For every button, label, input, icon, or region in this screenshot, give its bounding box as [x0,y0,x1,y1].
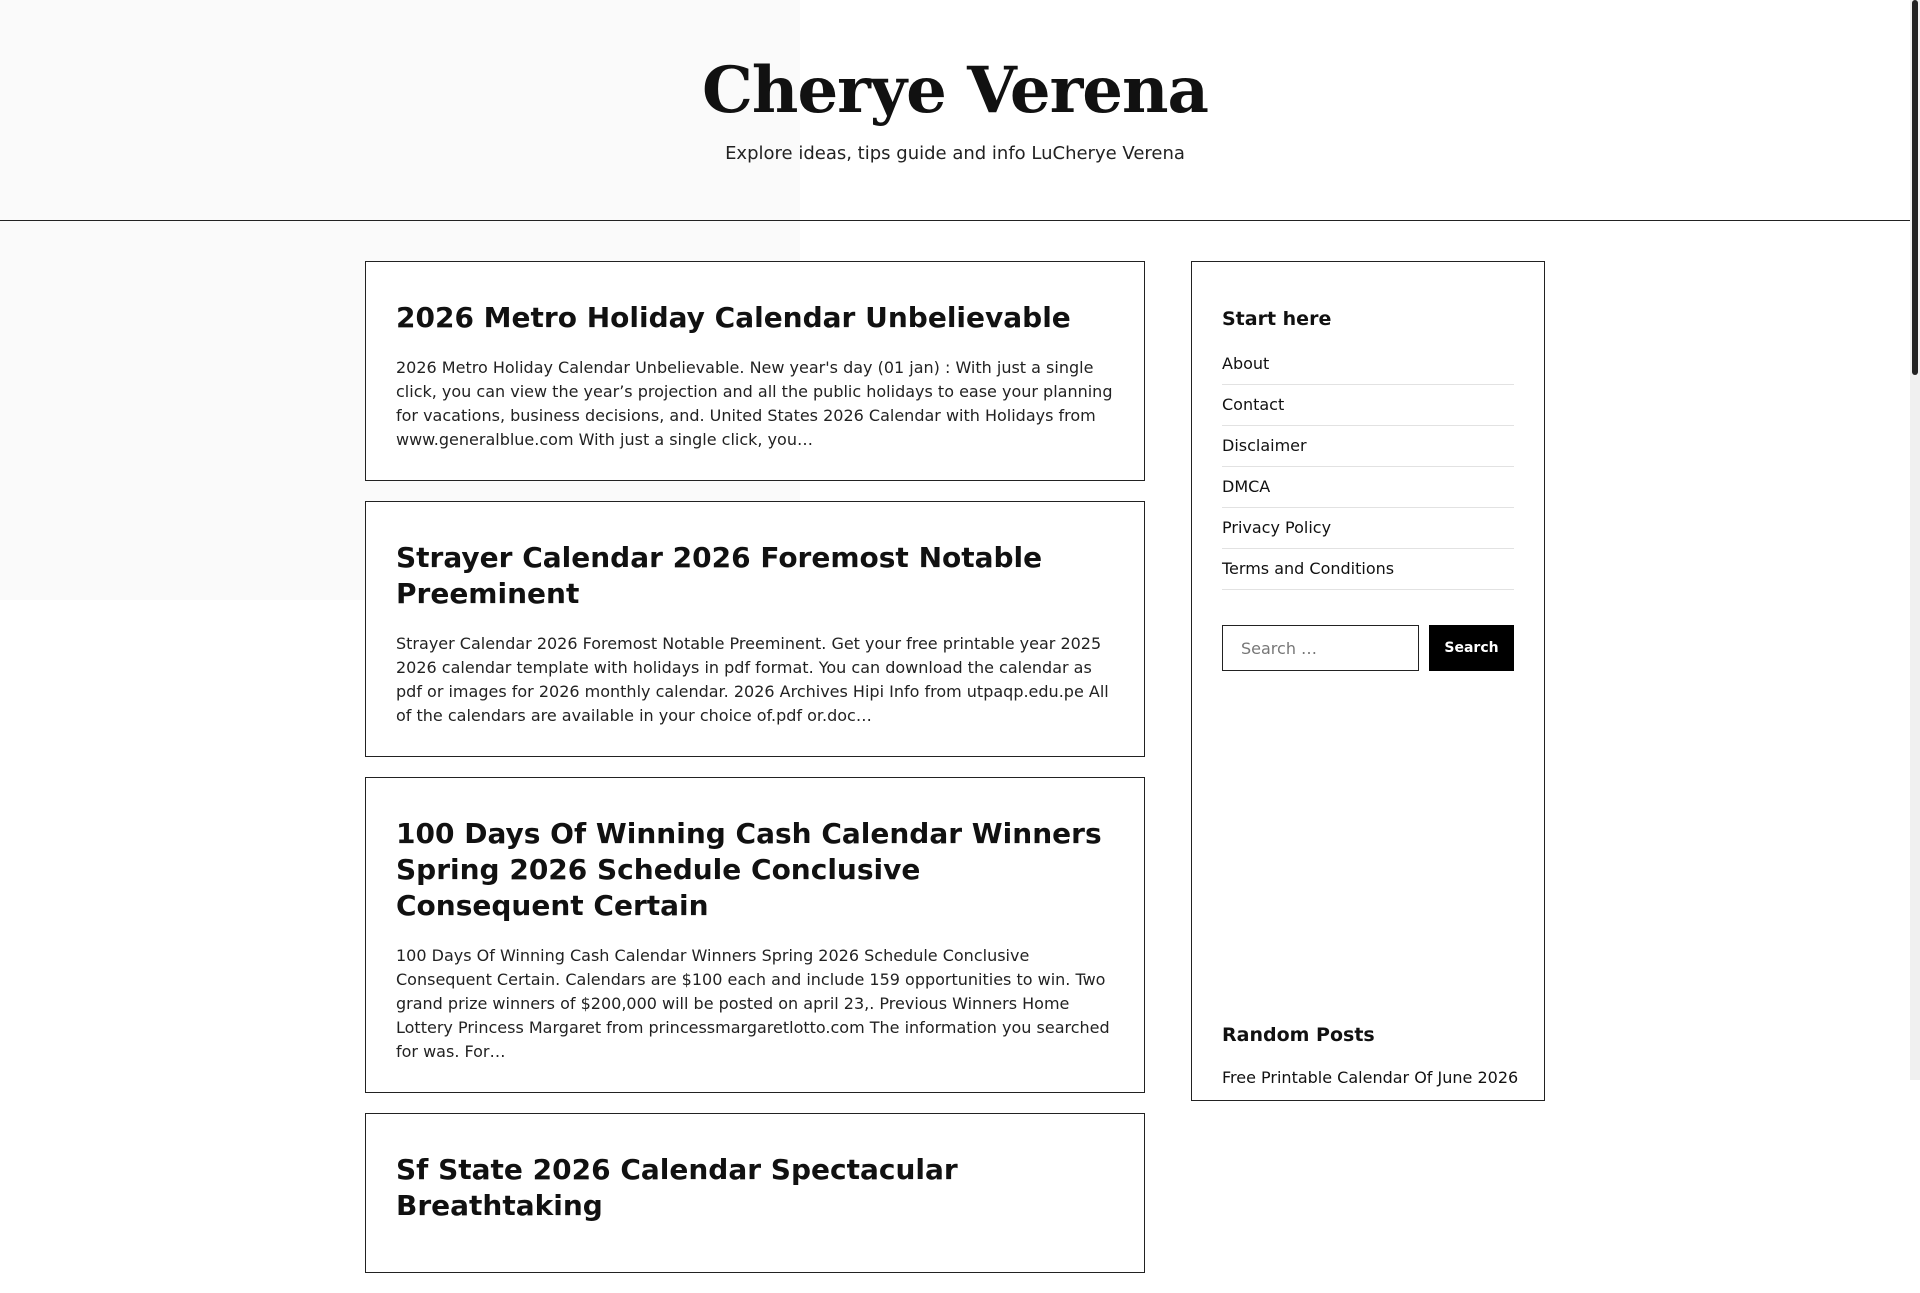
post-card [365,1113,1145,1273]
post-excerpt: Strayer Calendar 2026 Foremost Notable Preeminent. Get your free printable year 2025 2026 calendar template with holidays in pdf format. You can download the calendar as pdf or images for 2026 monthly calendar. 2026 Archives Hipi Info from utpaqp.edu.pe All of the calendars are available in your choice of.pdf or.doc… [396,634,1109,725]
post-title[interactable]: Sf State 2026 Calendar Spectacular Breathtaking [396,1153,958,1222]
search-form [1222,625,1514,671]
menu-item-disclaimer[interactable]: Disclaimer [1222,426,1514,467]
menu-item-contact[interactable]: Contact [1222,385,1514,426]
menu-item-terms[interactable]: Terms and Conditions [1222,549,1514,590]
post-card [365,777,1145,1093]
search-button[interactable]: Search [1429,625,1514,671]
post-title[interactable]: 100 Days Of Winning Cash Calendar Winners Spring 2026 Schedule Conclusive Consequent Certain [396,817,1102,922]
menu-item-privacy-policy[interactable]: Privacy Policy [1222,508,1514,549]
site-description: Explore ideas, tips guide and info LuCherye Verena [725,143,1185,164]
post-list [365,261,1145,1293]
random-posts-title: Random Posts [1222,1024,1375,1046]
post-card [365,501,1145,757]
search-input[interactable] [1222,625,1419,671]
post-title[interactable]: 2026 Metro Holiday Calendar Unbelievable [396,301,1071,334]
post-excerpt: 2026 Metro Holiday Calendar Unbelievable. New year's day (01 jan) : With just a single click, you can view the year’s projection and all the public holidays to ease your planning for vacations, business decisions, and. United States 2026 Calendar with Holidays from www.generalblue.com With just a single click, you… [396,358,1113,449]
start-here-menu [1222,344,1514,590]
post-card [365,261,1145,481]
scrollbar-thumb[interactable] [1912,0,1918,375]
site-title[interactable]: Cherye Verena [701,53,1209,128]
post-excerpt: 100 Days Of Winning Cash Calendar Winners Spring 2026 Schedule Conclusive Consequent Certain. Calendars are $100 each and include 159 opportunities to win. Two grand prize winners of $200,000 will be posted on april 23,. Previous Winners Home Lottery Princess Margaret from princessmargaretlotto.com The information you searched for was. For… [396,946,1110,1061]
start-here-title: Start here [1222,308,1332,330]
random-post-link[interactable]: Free Printable Calendar Of June 2026 [1222,1068,1519,1087]
menu-item-about[interactable]: About [1222,344,1514,385]
site-header [0,0,1910,221]
sidebar [1191,261,1545,1101]
post-title[interactable]: Strayer Calendar 2026 Foremost Notable Preeminent [396,541,1043,610]
menu-item-dmca[interactable]: DMCA [1222,467,1514,508]
